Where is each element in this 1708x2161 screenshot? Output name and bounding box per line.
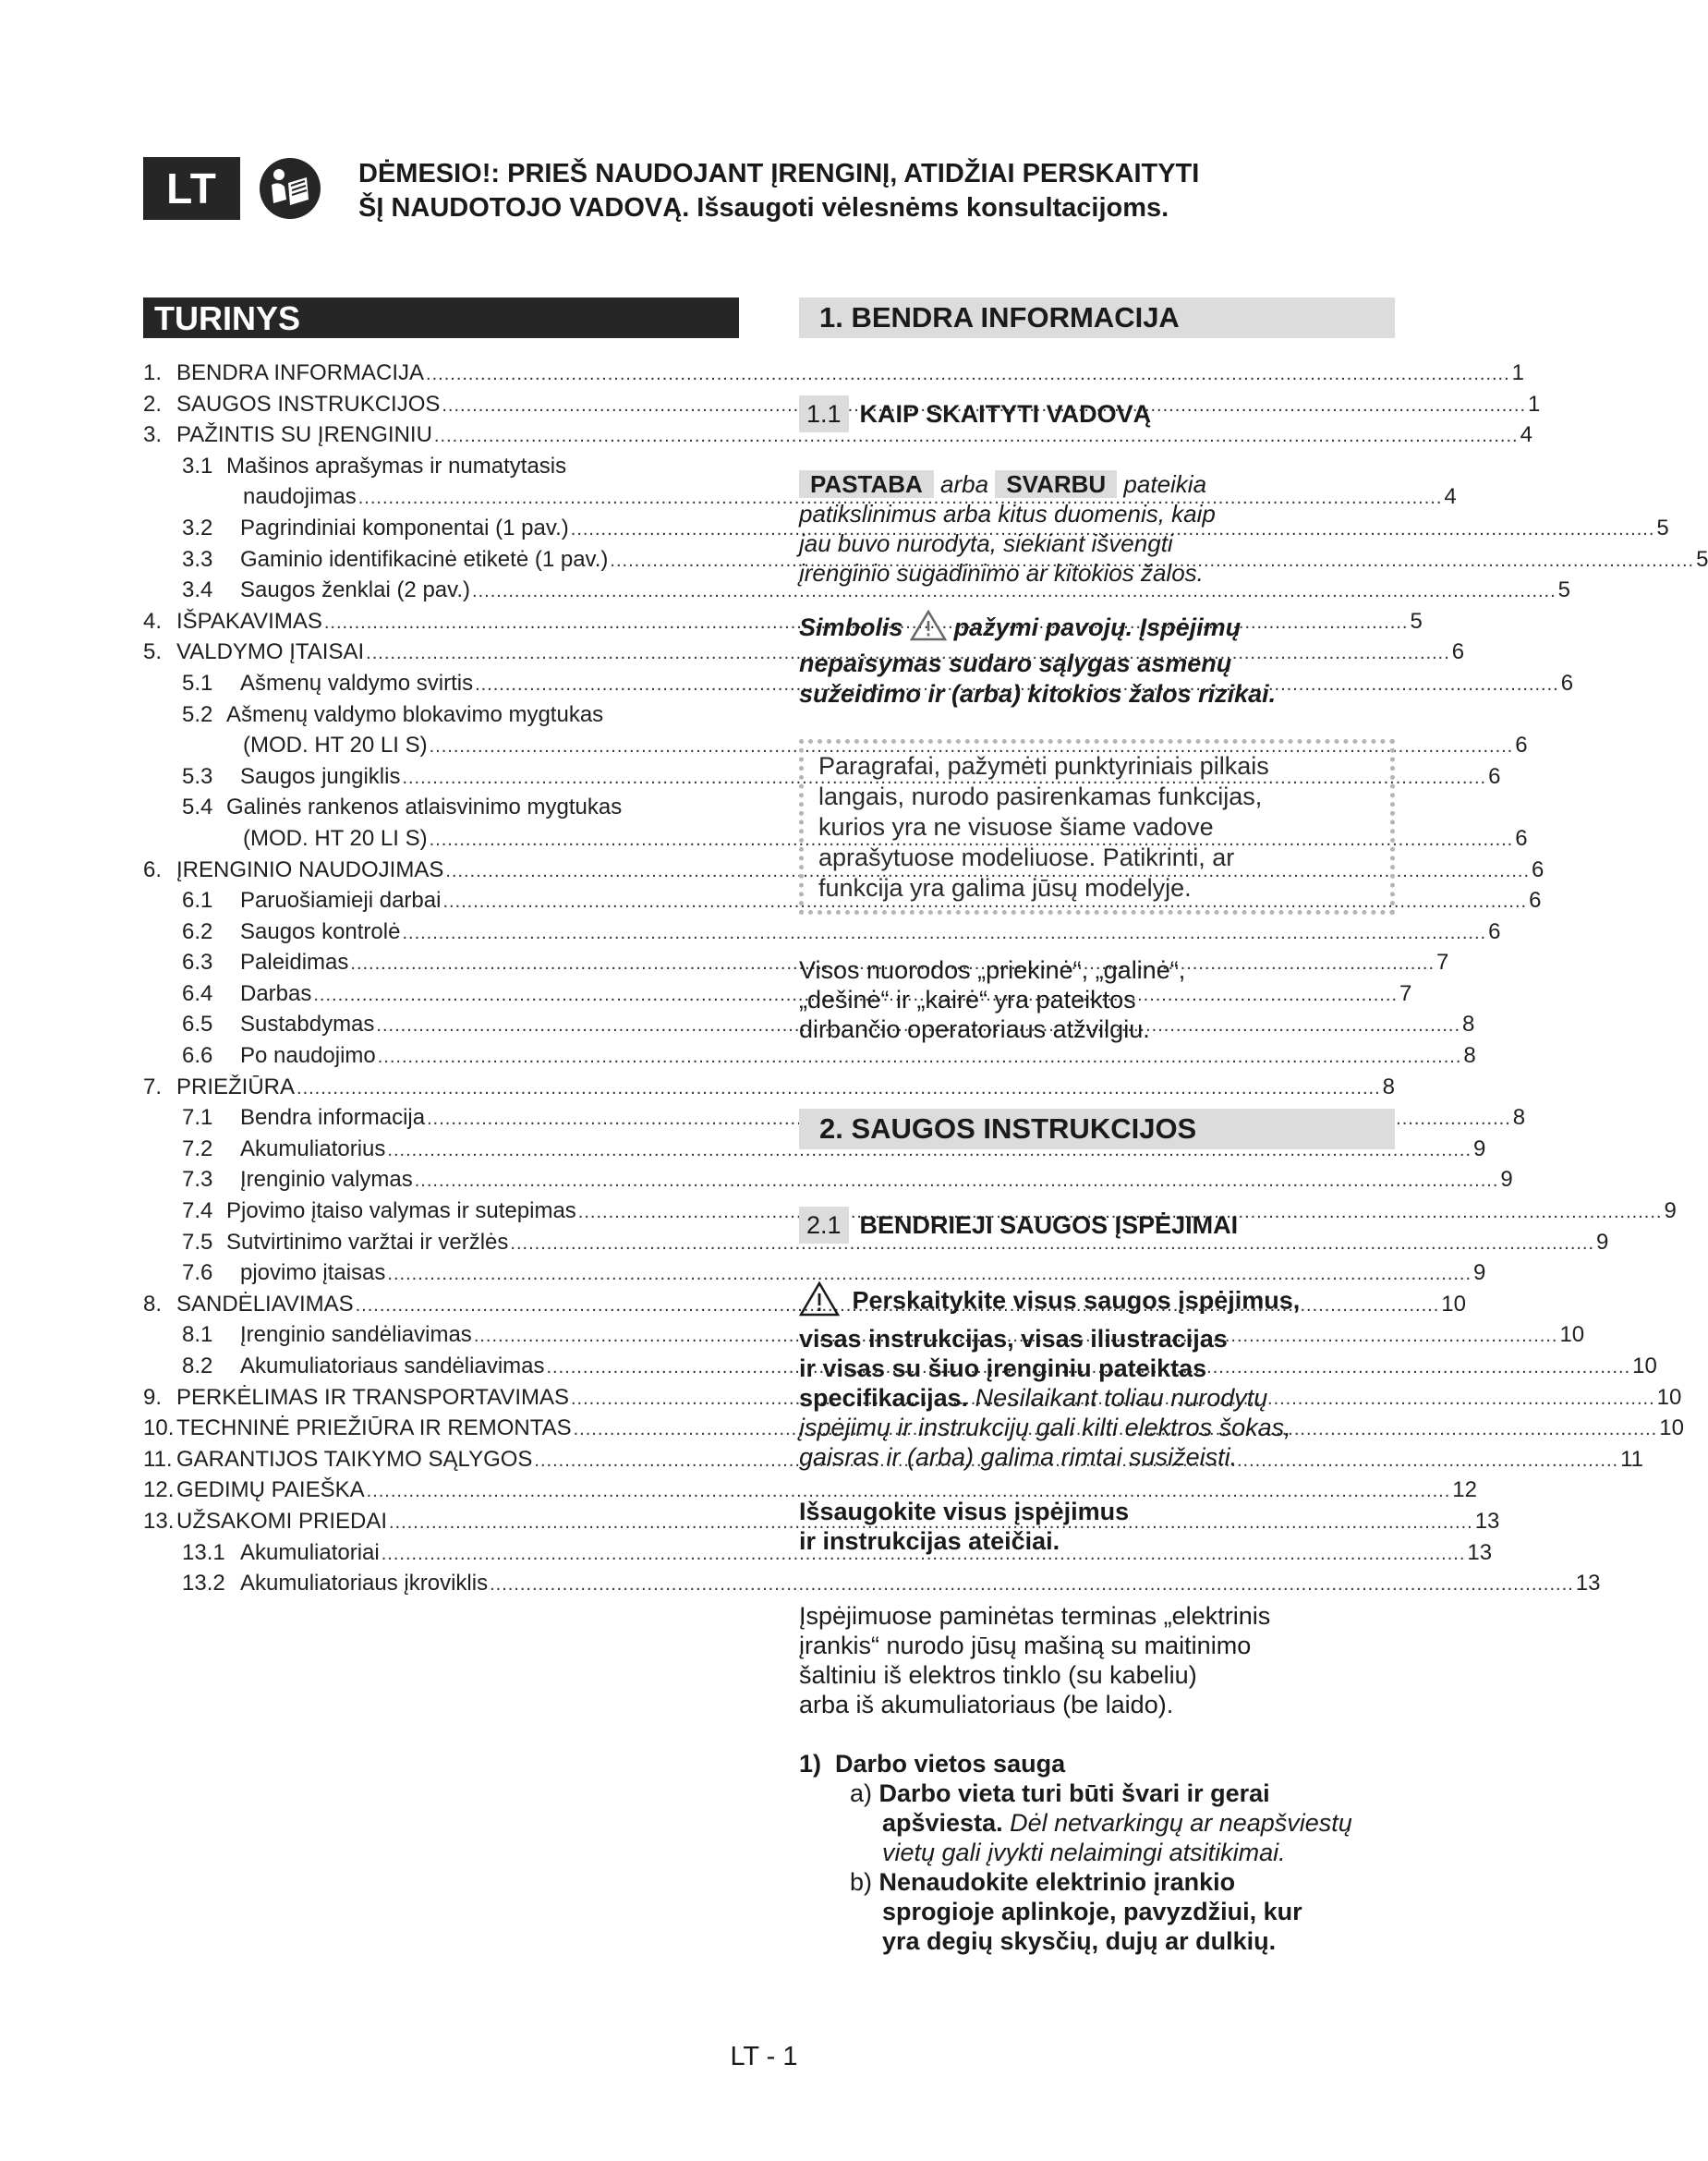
- toc-leader-dots: [297, 1074, 1381, 1105]
- toc-entry-number: 12.: [143, 1477, 175, 1503]
- list-item-b: [799, 1867, 1399, 1956]
- warn-line-2: visas instrukcijas, visas iliustracijas: [799, 1325, 1228, 1353]
- toc-entry-number: 7.6: [182, 1260, 213, 1286]
- section-1-heading: 1. BENDRA INFORMACIJA: [799, 297, 1395, 338]
- item-b-bold-2: sprogioje aplinkoje, pavyzdžiui, kur: [882, 1898, 1302, 1925]
- dotted-line-1: Paragrafai, pažymėti punktyriniais pilkais: [818, 752, 1269, 780]
- toc-entry-number: 10.: [143, 1415, 175, 1441]
- toc-entry-number: 13.1: [182, 1539, 225, 1565]
- toc-entry-number: 3.: [143, 422, 163, 448]
- toc-leader-dots: [415, 1166, 1499, 1197]
- list-title: 1) Darbo vietos sauga: [799, 1750, 1066, 1778]
- dotted-line-2: langais, nurodo pasirenkamas funkcijas,: [818, 783, 1263, 810]
- term-line-4: arba iš akumuliatoriaus (be laido).: [799, 1691, 1174, 1718]
- warn-line-3: ir visas su šiuo įrenginiu pateiktas: [799, 1354, 1207, 1382]
- toc-entry-number: 6.2: [182, 918, 213, 944]
- toc-entry-page: 1: [1511, 360, 1525, 385]
- toc-entry-page: 6: [1515, 733, 1528, 759]
- toc-entry: [143, 699, 739, 731]
- subsection-number: 2.1: [799, 1207, 849, 1244]
- toc-entry-number: 5.4: [182, 795, 213, 820]
- subsection-title: KAIP SKAITYTI VADOVĄ: [859, 400, 1152, 428]
- toc-entry-page: 8: [1463, 1043, 1476, 1069]
- dotted-line-5: funkcija yra galima jūsų modelyje.: [818, 874, 1192, 902]
- warning-triangle-icon: [910, 610, 947, 649]
- toc-entry-page: 8: [1512, 1105, 1526, 1131]
- toc-entry-text: Darbas: [240, 980, 312, 1006]
- toc-entry-page: 6: [1451, 639, 1465, 665]
- subsection-title: BENDRIEJI SAUGOS ĮSPĖJIMAI: [859, 1211, 1239, 1239]
- toc-entry: [143, 575, 1571, 606]
- toc-entry-number: 6.: [143, 856, 163, 882]
- toc-leader-dots: [426, 359, 1510, 391]
- warn-line-4-bold: specifikacijas.: [799, 1384, 969, 1412]
- toc-entry-text: Įrenginio valymas: [240, 1167, 413, 1193]
- toc-entry-page: 5: [1696, 546, 1708, 572]
- toc-entry-page: 9: [1596, 1229, 1609, 1255]
- item-b-bold-1: Nenaudokite elektrinio įrankio: [878, 1868, 1236, 1896]
- toc-entry-text: Po naudojimo: [240, 1043, 376, 1069]
- note-line-1: patikslinimus arba kitus duomenis, kaip: [799, 500, 1216, 528]
- item-a-label: a): [850, 1779, 873, 1807]
- toc-entry-number: 5.3: [182, 763, 213, 789]
- warning-line-1: DĖMESIO!: PRIEŠ NAUDOJANT ĮRENGINĮ, ATIDŽIAI PERSKAITYTI: [358, 159, 1200, 188]
- toc-entry-text: Pjovimo įtaiso valymas ir sutepimas: [226, 1198, 576, 1224]
- toc-entry-number: 7.3: [182, 1167, 213, 1193]
- toc-entry-number: 3.4: [182, 577, 213, 603]
- toc-entry-text: VALDYMO ĮTAISAI: [176, 639, 365, 665]
- toc-entry-page: 4: [1444, 484, 1457, 510]
- toc-entry: [143, 730, 1528, 761]
- toc-entry-number: 8.1: [182, 1322, 213, 1348]
- toc-entry-number: 5.2: [182, 701, 213, 727]
- page-number: LT - 1: [730, 2042, 798, 2071]
- toc-entry: [143, 1040, 1476, 1072]
- toc-entry-number: 6.4: [182, 980, 213, 1006]
- toc-entry: [143, 1134, 1486, 1165]
- toc-entry-text: Akumuliatorius: [240, 1135, 386, 1161]
- svarbu-tag: SVARBU: [995, 470, 1117, 498]
- toc-entry-page: 13: [1575, 1571, 1601, 1596]
- warn-line-1: Perskaitykite visus saugos įspėjimus,: [852, 1286, 1301, 1315]
- read-manual-icon: [259, 157, 321, 220]
- toc-entry-number: 6.1: [182, 888, 213, 914]
- dotted-line-4: aprašytuose modeliuose. Patikrinti, ar: [818, 844, 1235, 871]
- toc-title: TURINYS: [143, 297, 739, 338]
- toc-entry-number: 1.: [143, 360, 163, 385]
- toc-entry-page: 6: [1532, 856, 1544, 882]
- toc-entry-text: Įrenginio sandėliavimas: [240, 1322, 472, 1348]
- toc-entry-text: Galinės rankenos atlaisvinimo mygtukas: [226, 795, 623, 820]
- toc-entry-page: 13: [1474, 1508, 1500, 1534]
- toc-leader-dots: [402, 918, 1486, 950]
- toc-entry-number: 6.5: [182, 1012, 213, 1038]
- section-2-heading: 2. SAUGOS INSTRUKCIJOS: [799, 1109, 1395, 1149]
- symbol-line-3: sužeidimo ir (arba) kitokios žalos rizikai.: [799, 680, 1277, 708]
- toc-entry-text: IŠPAKAVIMAS: [176, 608, 322, 634]
- toc-entry: [143, 1164, 1513, 1196]
- toc-entry-text: UŽSAKOMI PRIEDAI: [176, 1508, 388, 1534]
- toc-entry-text: Akumuliatoriai: [240, 1539, 380, 1565]
- toc-entry-text: Paleidimas: [240, 950, 349, 976]
- toc-entry-text: Saugos jungiklis: [240, 763, 401, 789]
- toc-entry-page: 8: [1462, 1012, 1475, 1038]
- toc-entry-page: 11: [1620, 1446, 1643, 1472]
- toc-entry-text: PERKĖLIMAS IR TRANSPORTAVIMAS: [176, 1384, 569, 1410]
- refs-line-2: „dešinė“ ir „kairė“ yra pateiktos: [799, 986, 1136, 1014]
- toc-entry-number: 5.: [143, 639, 163, 665]
- toc-entry-number: 7.: [143, 1074, 163, 1099]
- term-paragraph: [799, 1601, 1399, 1719]
- subsection-1-1-heading: [799, 395, 1151, 432]
- toc-entry-text: Bendra informacija: [240, 1105, 426, 1131]
- hazard-symbol-paragraph: [799, 610, 1399, 710]
- toc-entry-page: 6: [1488, 918, 1501, 944]
- note-line-2: jau buvo nurodyta, siekiant išvengti: [799, 529, 1173, 557]
- toc-entry-page: 9: [1664, 1198, 1677, 1224]
- toc-entry-text: (MOD. HT 20 LI S): [243, 825, 428, 851]
- symbol-line-1: pažymi pavojų. Įspėjimų: [953, 613, 1242, 642]
- toc-entry-page: 5: [1410, 608, 1423, 634]
- toc-entry-text: TECHNINĖ PRIEŽIŪRA IR REMONTAS: [176, 1415, 572, 1441]
- toc-entry-number: 3.3: [182, 546, 213, 572]
- warn-line-5: įspėjimų ir instrukcijų gali kilti elektros šokas,: [799, 1414, 1291, 1441]
- toc-entry: [143, 917, 1501, 948]
- toc-leader-dots: [378, 1042, 1462, 1074]
- toc-entry: [143, 1257, 1486, 1289]
- toc-entry: [143, 419, 1532, 451]
- toc-entry-page: 6: [1488, 763, 1501, 789]
- toc-entry-text: ĮRENGINIO NAUDOJIMAS: [176, 856, 444, 882]
- toc-entry-text: PAŽINTIS SU ĮRENGINIU: [176, 422, 432, 448]
- toc-entry: [143, 792, 739, 823]
- toc-entry-text: BENDRA INFORMACIJA: [176, 360, 425, 385]
- toc-entry-page: 9: [1500, 1167, 1513, 1193]
- item-b-bold-3: yra degių skysčių, dujų ar dulkių.: [882, 1927, 1277, 1955]
- toc-entry-text: Ašmenų valdymo svirtis: [240, 670, 474, 696]
- toc-entry-text: GEDIMŲ PAIEŠKA: [176, 1477, 365, 1503]
- toc-entry: [143, 1568, 1601, 1599]
- note-line-3: įrenginio sugadinimo ar kitokios žalos.: [799, 559, 1204, 587]
- toc-entry-page: 10: [1632, 1354, 1657, 1378]
- list-item-a: [799, 1779, 1399, 1867]
- toc-entry-text: naudojimas: [243, 484, 357, 510]
- toc-entry-number: 6.6: [182, 1043, 213, 1069]
- toc-entry-number: 2.: [143, 391, 163, 417]
- subsection-2-1-heading: [799, 1207, 1238, 1244]
- item-a-bold-1: Darbo vieta turi būti švari ir gerai: [878, 1779, 1270, 1807]
- toc-entry-text: PRIEŽIŪRA: [176, 1074, 296, 1099]
- toc-entry-text: Akumuliatoriaus sandėliavimas: [240, 1354, 545, 1378]
- toc-entry-text: Paruošiamieji darbai: [240, 888, 442, 914]
- toc-entry-page: 5: [1656, 515, 1669, 540]
- item-a-bold-2: apšviesta.: [882, 1809, 1003, 1837]
- toc-entry-page: 10: [1559, 1322, 1585, 1348]
- toc-entry-number: 7.1: [182, 1105, 213, 1131]
- toc-entry-number: 13.: [143, 1508, 175, 1534]
- symbol-line-2: nepaisymas sudaro sąlygas asmenų: [799, 650, 1232, 677]
- toc-entry-page: 7: [1436, 950, 1449, 976]
- toc-entry-number: 6.3: [182, 950, 213, 976]
- toc-entry-number: 3.2: [182, 515, 213, 540]
- toc-entry-page: 6: [1529, 888, 1542, 914]
- toc-entry-page: 6: [1560, 670, 1574, 696]
- toc-entry: [143, 358, 1525, 389]
- toc-entry-number: 8.: [143, 1291, 163, 1317]
- term-line-1: Įspėjimuose paminėtas terminas „elektrinis: [799, 1602, 1271, 1630]
- toc-leader-dots: [490, 1570, 1574, 1601]
- symbol-pre: Simbolis: [799, 613, 903, 642]
- toc-entry-page: 1: [1528, 391, 1541, 417]
- toc-entry-page: 9: [1473, 1260, 1486, 1286]
- keep-instructions: [799, 1497, 1399, 1556]
- toc-entry-text: Sutvirtinimo varžtai ir veržlės: [226, 1229, 509, 1255]
- dotted-line-3: kurios yra ne visuose šiame vadove: [818, 813, 1214, 841]
- work-area-safety-list: [799, 1749, 1399, 1956]
- toc-entry-page: 4: [1520, 422, 1532, 448]
- refs-line-3: dirbančio operatoriaus atžvilgiu.: [799, 1015, 1150, 1043]
- keep-line-2: ir instrukcijas ateičiai.: [799, 1527, 1060, 1555]
- warn-line-6: gaisras ir (arba) galima rimtai susižeisti.: [799, 1443, 1238, 1471]
- directions-paragraph: [799, 955, 1399, 1044]
- item-a-italic-1: Dėl netvarkingų ar neapšviestų: [1010, 1809, 1352, 1837]
- general-warning-paragraph: [799, 1281, 1399, 1472]
- toc-entry-text: (MOD. HT 20 LI S): [243, 733, 428, 759]
- toc-entry-number: 8.2: [182, 1354, 213, 1378]
- warning-line-2: ŠĮ NAUDOTOJO VADOVĄ. Išsaugoti vėlesnėms konsultacijoms.: [358, 193, 1169, 223]
- toc-entry-page: 10: [1441, 1291, 1466, 1317]
- toc-entry-text: Akumuliatoriaus įkroviklis: [240, 1571, 489, 1596]
- refs-line-1: Visos nuorodos „priekinė“, „galinė“,: [799, 956, 1186, 984]
- toc-entry-page: 9: [1473, 1135, 1486, 1161]
- toc-entry-number: 3.1: [182, 453, 213, 479]
- toc-entry-text: SANDĖLIAVIMAS: [176, 1291, 354, 1317]
- toc-entry: [143, 1227, 1609, 1258]
- item-b-label: b): [850, 1868, 873, 1896]
- toc-entry-page: 13: [1467, 1539, 1493, 1565]
- toc-entry-number: 9.: [143, 1384, 163, 1410]
- toc-entry-page: 6: [1515, 825, 1528, 851]
- toc-entry-text: Gaminio identifikacinė etiketė (1 pav.): [240, 546, 609, 572]
- toc-entry-text: Saugos kontrolė: [240, 918, 401, 944]
- toc-entry-page: 5: [1557, 577, 1571, 603]
- toc-entry-text: Mašinos aprašymas ir numatytasis: [226, 453, 567, 479]
- toc-entry-text: Pagrindiniai komponentai (1 pav.): [240, 515, 569, 540]
- warning-triangle-icon: [799, 1281, 845, 1324]
- toc-entry-page: 12: [1452, 1477, 1477, 1503]
- toc-entry-number: 7.2: [182, 1135, 213, 1161]
- toc-entry-text: GARANTIJOS TAIKYMO SĄLYGOS: [176, 1446, 533, 1472]
- subsection-number: 1.1: [799, 395, 849, 432]
- toc-entry-text: Ašmenų valdymo blokavimo mygtukas: [226, 701, 604, 727]
- toc-entry-number: 7.4: [182, 1198, 213, 1224]
- toc-entry-number: 7.5: [182, 1229, 213, 1255]
- toc-entry-number: 11.: [143, 1446, 173, 1472]
- toc-entry-page: 10: [1656, 1384, 1682, 1410]
- optional-feature-box: [799, 739, 1395, 915]
- toc-entry-page: 10: [1659, 1415, 1684, 1441]
- language-badge: LT: [143, 157, 240, 220]
- toc-entry-number: 13.2: [182, 1571, 225, 1596]
- toc-entry-text: Sustabdymas: [240, 1012, 375, 1038]
- toc-entry: [143, 1475, 1477, 1506]
- note-arba: arba: [940, 470, 989, 498]
- term-line-3: šaltiniu iš elektros tinklo (su kabeliu): [799, 1661, 1197, 1689]
- toc-entry: [143, 451, 739, 482]
- note-rest: pateikia: [1123, 470, 1207, 498]
- toc-entry-text: SAUGOS INSTRUKCIJOS: [176, 391, 441, 417]
- toc-entry-text: Saugos ženklai (2 pav.): [240, 577, 471, 603]
- item-a-italic-2: vietų gali įvykti nelaimingi atsitikimai.: [882, 1839, 1286, 1866]
- toc-entry-number: 5.1: [182, 670, 213, 696]
- pastaba-tag: PASTABA: [799, 470, 934, 498]
- toc-entry-page: 7: [1399, 980, 1412, 1006]
- toc-entry: [143, 1072, 1396, 1103]
- warning-header: [358, 157, 1421, 225]
- keep-line-1: Išsaugokite visus įspėjimus: [799, 1498, 1130, 1525]
- term-line-2: įrankis“ nurodo jūsų mašiną su maitinimo: [799, 1632, 1252, 1659]
- toc-entry-number: 4.: [143, 608, 163, 634]
- note-paragraph: [799, 469, 1399, 588]
- toc-entry-text: pjovimo įtaisas: [240, 1260, 386, 1286]
- toc-entry-page: 8: [1382, 1074, 1396, 1099]
- warn-line-4-italic: Nesilaikant toliau nurodytų: [975, 1384, 1268, 1412]
